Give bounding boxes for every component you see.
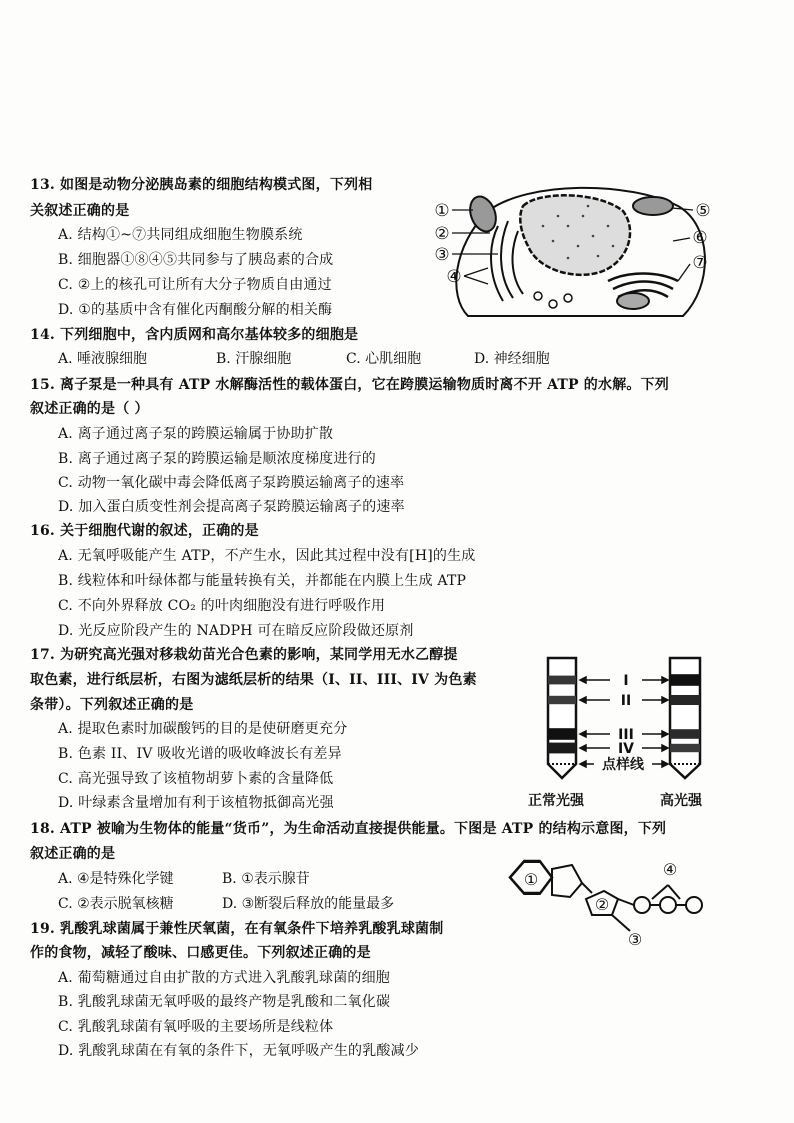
q18-option-a: A. ④是特殊化学键 [58, 871, 174, 887]
q19-option-a: A. 葡萄糖通过自由扩散的方式进入乳酸乳球菌的细胞 [58, 970, 391, 986]
q14-option-b: B. 汗腺细胞 [216, 351, 292, 367]
q18-options-row2 [58, 895, 394, 913]
q19-stem-line2: 作的食物，减轻了酸味、口感更佳。下列叙述正确的是 [30, 945, 371, 961]
cell-label-7: ⑦ [692, 253, 708, 273]
q16-option-b: B. 线粒体和叶绿体都与能量转换有关，并都能在内膜上生成 ATP [58, 573, 467, 589]
q18-stem-line1: 18. ATP 被喻为生物体的能量“货币”，为生命活动直接提供能量。下图是 ATP 的结构示意图，下列 [30, 821, 667, 837]
q17-stem-line1: 17. 为研究高光强对移栽幼苗光合色素的影响，某同学用无水乙醇提 [30, 647, 458, 663]
q13-option-a: A. 结构①~⑦共同组成细胞生物膜系统 [58, 227, 303, 243]
q14-option-a: A. 唾液腺细胞 [58, 351, 148, 367]
caption-normal-light: 正常光强 [528, 793, 584, 809]
q19-option-d: D. 乳酸乳球菌在有氧的条件下，无氧呼吸产生的乳酸减少 [58, 1043, 420, 1059]
band-label-1: I [623, 673, 629, 689]
atp-label-2: ② [594, 895, 610, 914]
atp-label-4: ④ [662, 860, 678, 879]
q14-option-c: C. 心肌细胞 [346, 351, 422, 367]
q19-stem-line1: 19. 乳酸乳球菌属于兼性厌氧菌，在有氧条件下培养乳酸乳球菌制 [30, 921, 444, 937]
q16-option-a: A. 无氧呼吸能产生 ATP，不产生水，因此其过程中没有[H]的生成 [58, 548, 476, 564]
cell-label-3: ③ [434, 245, 450, 265]
q18-options-row1 [58, 870, 310, 888]
q17-stem-line3: 条带）。下列叙述正确的是 [30, 697, 194, 713]
normal-band-4 [548, 743, 576, 754]
q15-stem-line1: 15. 离子泵是一种具有 ATP 水解酶活性的载体蛋白，它在跨膜运输物质时离不开 ATP 的水解。下列 [30, 377, 670, 393]
q16-option-c: C. 不向外界释放 CO₂ 的叶肉细胞没有进行呼吸作用 [58, 598, 386, 614]
q16-option-d: D. 光反应阶段产生的 NADPH 可在暗反应阶段做还原剂 [58, 623, 414, 639]
cell-structure-diagram [428, 186, 728, 326]
normal-band-3 [548, 728, 576, 740]
q18-option-c: C. ②表示脱氧核糖 [58, 896, 174, 912]
q15-option-b: B. 离子通过离子泵的跨膜运输是顺浓度梯度进行的 [58, 451, 376, 467]
q18-option-d: D. ③断裂后释放的能量最多 [222, 896, 395, 912]
caption-high-light: 高光强 [660, 793, 702, 809]
q14-options-row [58, 350, 550, 368]
high-band-1 [670, 674, 700, 686]
point-line-label: 点样线 [602, 757, 644, 773]
q15-stem-line2: 叙述正确的是（ ） [30, 401, 149, 417]
high-band-3 [670, 729, 700, 739]
normal-band-2 [548, 696, 576, 704]
cell-label-2: ② [434, 224, 450, 244]
atp-structure-diagram [500, 855, 720, 950]
q17-option-b: B. 色素 II、IV 吸收光谱的吸收峰波长有差异 [58, 746, 342, 762]
q19-option-b: B. 乳酸乳球菌无氧呼吸的最终产物是乳酸和二氧化碳 [58, 994, 391, 1010]
q17-option-a: A. 提取色素时加碳酸钙的目的是使研磨更充分 [58, 721, 348, 737]
cell-label-6: ⑥ [692, 228, 708, 248]
q14-stem: 14. 下列细胞中，含内质网和高尔基体较多的细胞是 [30, 327, 359, 343]
high-band-2 [670, 695, 700, 705]
cell-label-1: ① [434, 201, 450, 221]
q18-option-b: B. ①表示腺苷 [222, 871, 310, 887]
high-band-4 [670, 744, 700, 752]
q15-option-c: C. 动物一氧化碳中毒会降低离子泵跨膜运输离子的速率 [58, 475, 405, 491]
band-label-2: II [620, 693, 632, 709]
q13-option-d: D. ①的基质中含有催化丙酮酸分解的相关酶 [58, 302, 333, 318]
q15-option-a: A. 离子通过离子泵的跨膜运输属于协助扩散 [58, 426, 334, 442]
q17-option-c: C. 高光强导致了该植物胡萝卜素的含量降低 [58, 771, 334, 787]
q15-option-d: D. 加入蛋白质变性剂会提高离子泵跨膜运输离子的速率 [58, 499, 405, 515]
q18-stem-line2: 叙述正确的是 [30, 846, 116, 862]
q13-stem-line1: 13. 如图是动物分泌胰岛素的细胞结构模式图，下列相 [30, 177, 373, 193]
q17-option-d: D. 叶绿素含量增加有利于该植物抵御高光强 [58, 795, 334, 811]
q13-stem-line2: 关叙述正确的是 [30, 203, 130, 219]
q13-option-c: C. ②上的核孔可让所有大分子物质自由通过 [58, 277, 332, 293]
q17-stem-line2: 取色素，进行纸层析，右图为滤纸层析的结果（I、II、III、IV 为色素 [30, 672, 477, 688]
normal-band-1 [548, 676, 576, 685]
atp-label-1: ① [523, 870, 539, 889]
cell-label-4: ④ [446, 267, 462, 287]
cell-label-5: ⑤ [695, 201, 711, 221]
band-label-4: IV [617, 741, 635, 757]
q13-option-b: B. 细胞器①⑧④⑤共同参与了胰岛素的合成 [58, 252, 334, 268]
chromatography-diagram [530, 652, 730, 784]
band-label-3: III [618, 727, 634, 743]
atp-label-3: ③ [627, 930, 643, 949]
q14-option-d: D. 神经细胞 [474, 351, 550, 367]
q19-option-c: C. 乳酸乳球菌有氧呼吸的主要场所是线粒体 [58, 1019, 334, 1035]
q16-stem: 16. 关于细胞代谢的叙述，正确的是 [30, 523, 259, 539]
